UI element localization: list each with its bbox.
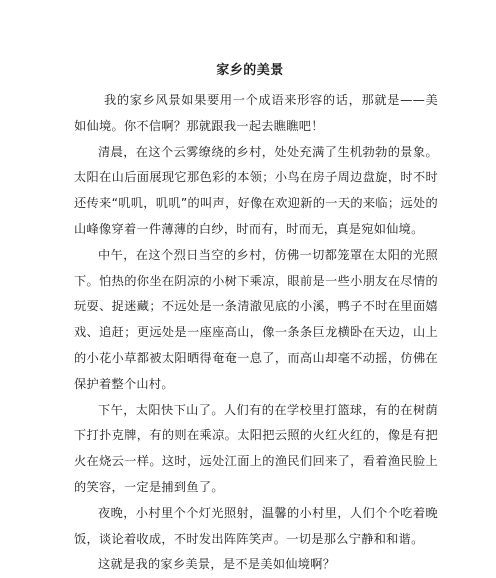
paragraph-conclusion: 这就是我的家乡美景，是不是美如仙境啊？ (98, 557, 336, 572)
paragraph-evening: 夜晚，小村里个个灯光照射，温馨的小村里，人们个个吃着晚饭，谈论着收成，不时发出阵阵笑声。一切是那么宁静和和谐。 (74, 505, 438, 546)
paragraph-intro: 我的家乡风景如果要用一个成语来形容的话，那就是——美如仙境。你不信啊？那就跟我一起去瞧瞧吧！ (74, 93, 438, 133)
paragraph-noon: 中午，在这个烈日当空的乡村，仿佛一切都笼罩在太阳的光照下。怕热的你坐在阴凉的小树下乘凉，眼前是一些小朋友在尽情的玩耍、捉迷藏；不远处是一条清澈见底的小溪，鸭子不时在里面嬉戏、追赶；更远处是一座座高山，像一条条巨龙横卧在天边，山上的小花小草都被太阳晒得奄奄一息了，而高山却毫不动摇，仿佛在保护着整个山村。 (74, 247, 438, 391)
paragraph-afternoon: 下午，太阳快下山了。人们有的在学校里打篮球，有的在树荫下打扑克牌，有的则在乘凉。太阳把云照的火红火红的，像是有把火在烧云一样。这时，远处江面上的渔民们回来了，看着渔民脸上的笑容，一定是捕到鱼了。 (74, 402, 438, 494)
paragraph-morning: 清晨，在这个云雾缭绕的乡村，处处充满了生机勃勃的景象。太阳在山后面展现它那色彩的本领；小鸟在房子周边盘旋，时不时还传来“叽叽，叽叽”的叫声，好像在欢迎新的一天的来临；远处的山峰像穿着一件薄薄的白纱，时而有，时而无，真是宛如仙境。 (74, 144, 438, 236)
essay-title: 家乡的美景 (216, 63, 284, 78)
